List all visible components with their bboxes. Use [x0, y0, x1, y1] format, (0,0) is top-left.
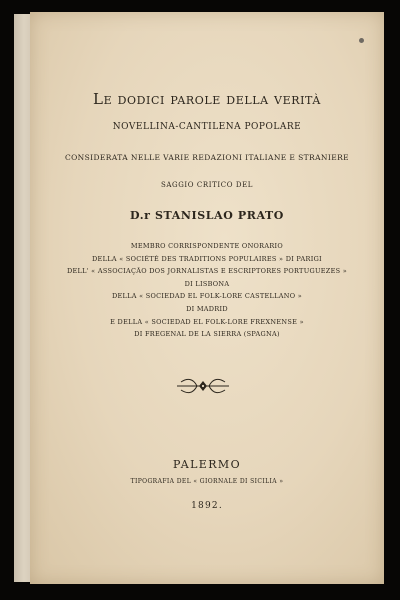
printer-name: TIPOGRAFIA DEL « GIORNALE DI SICILIA »	[130, 478, 284, 485]
essay-label: SAGGIO CRITICO DEL	[160, 181, 254, 189]
credit-line: E DELLA « SOCIEDAD EL FOLK-LORE FREXNENSE »	[110, 317, 304, 326]
author-credits	[30, 240, 384, 341]
publication-city: PALERMO	[172, 458, 242, 471]
paper-spot	[359, 38, 364, 43]
book-subtitle: NOVELLINA-CANTILENA POPOLARE	[112, 122, 302, 132]
author-name: D.r STANISLAO PRATO	[129, 209, 284, 222]
book-title: Le dodici parole della verità	[93, 90, 321, 108]
credit-line: DI MADRID	[186, 304, 228, 313]
credit-line: MEMBRO CORRISPONDENTE ONORARIO	[130, 242, 284, 250]
publication-year: 1892.	[191, 501, 223, 511]
credit-line: DELL' « ASSOCIAÇÃO DOS JORNALISTAS E ESCRIPTORES PORTUGUEZES »	[66, 267, 348, 276]
credit-line: DI LISBONA	[184, 279, 230, 288]
credit-line: DELLA « SOCIEDAD EL FOLK-LORE CASTELLANO »	[111, 292, 303, 301]
title-page	[30, 12, 384, 584]
printer-ornament-icon	[175, 377, 231, 395]
credit-line: DELLA « SOCIÉTÉ DES TRADITIONS POPULAIRES » DI PARIGI	[92, 254, 322, 263]
book-description: CONSIDERATA NELLE VARIE REDAZIONI ITALIANE E STRANIERE	[64, 153, 350, 162]
credit-line: DI FREGENAL DE LA SIERRA (SPAGNA)	[134, 330, 280, 339]
